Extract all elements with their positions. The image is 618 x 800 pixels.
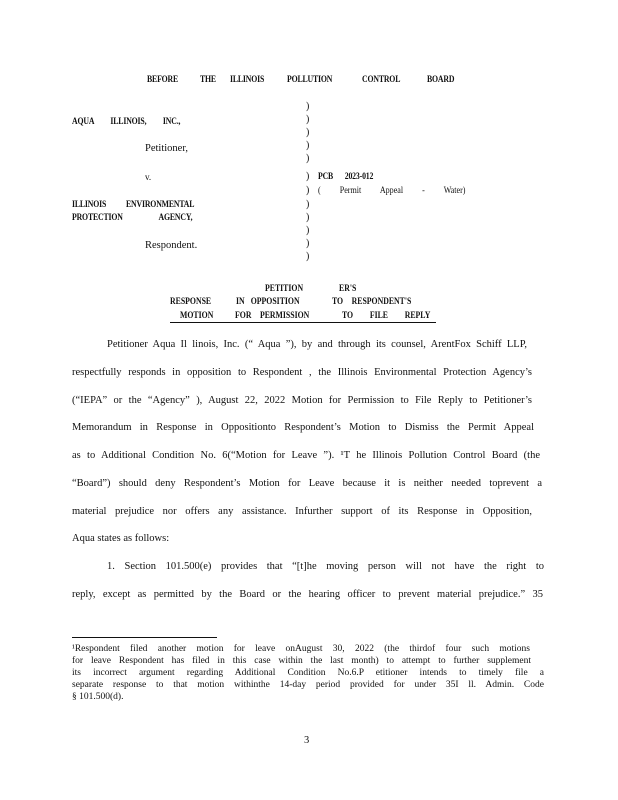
footnote-separator [72,637,217,638]
body-line: Petitioner Aqua Il linois, Inc. (“ Aqua ”), by and through its counsel, ArentFox Schiff LLP, [107,339,527,350]
paren-mark: ) [306,140,310,151]
title-word: PETITION [265,284,304,294]
paren-mark: ) [306,251,310,262]
title-word: FOR PERMISSION [235,311,310,321]
heading-word: BOARD [427,75,455,85]
footnote-line: separate response to that motion withinthe 14-day period provided for under 35I ll. Admin. Code [72,680,544,690]
case-number: PCB 2023-012 [318,172,374,182]
title-word: RESPONSE [170,297,212,307]
paren-mark: ) [306,171,310,182]
paren-mark: ) [306,225,310,236]
body-line: material prejudice nor offers any assistance. Infurther support of its Response in Opposition, [72,506,532,517]
paren-mark: ) [306,127,310,138]
paren-mark: ) [306,101,310,112]
body-line: (“IEPA” or the “Agency” ), August 22, 2022 Motion for Permission to File Reply to Petitioner’s [72,395,532,406]
body-line: Memorandum in Response in Oppositionto Respondent’s Motion to Dismiss the Permit Appeal [72,422,534,433]
footnote-line: § 101.500(d). [72,692,124,702]
title-word: ER'S [339,284,357,294]
paren-mark: ) [306,114,310,125]
heading-word: CONTROL [362,75,401,85]
respondent-name-line2: PROTECTION AGENCY, [72,213,193,223]
heading-word: POLLUTION [287,75,333,85]
title-word: IN OPPOSITION [236,297,300,307]
body-line: as to Additional Condition No. 6(“Motion for Leave ”). ¹T he Illinois Pollution Control Board (the [72,450,540,461]
body-line: reply, except as permitted by the Board or the hearing officer to prevent material prejudice.” 35 [72,589,543,600]
respondent-name-line1: ILLINOIS ENVIRONMENTAL [72,200,195,210]
paren-mark: ) [306,212,310,223]
title-word: MOTION [180,311,214,321]
heading-word: BEFORE [147,75,179,85]
body-line: respectfully responds in opposition to Respondent , the Illinois Environmental Protection Agency’s [72,367,532,378]
appellant-name: AQUA ILLINOIS, INC., [72,117,181,127]
title-word: TO FILE REPLY [342,311,431,321]
case-type: ( Permit Appeal - Water) [318,186,466,196]
body-line: Aqua states as follows: [72,533,170,544]
paren-mark: ) [306,199,310,210]
paren-mark: ) [306,185,310,196]
footnote-line: for leave Respondent has filed in this case within the last month) to attempt to further supplement [72,656,531,666]
title-underline [170,322,436,323]
heading-word: THE [200,75,216,85]
heading-word: ILLINOIS [230,75,265,85]
page-number: 3 [304,735,310,746]
footnote-line: ¹Respondent filed another motion for leave onAugust 30, 2022 (the thirdof four such motions [72,644,530,654]
footnote-line: its incorrect argument regarding Additional Condition No.6.P etitioner intends to timely file a [72,668,544,678]
body-line: “Board”) should deny Respondent’s Motion for Leave because it is neither needed toprevent a [72,478,542,489]
paren-mark: ) [306,153,310,164]
body-line: 1. Section 101.500(e) provides that “[t]he moving person will not have the right to [107,561,544,572]
title-word: TO RESPONDENT'S [332,297,412,307]
respondent-role: Respondent. [145,240,198,251]
paren-mark: ) [306,238,310,249]
versus: v. [145,172,152,182]
appellant-role: Petitioner, [145,143,189,154]
